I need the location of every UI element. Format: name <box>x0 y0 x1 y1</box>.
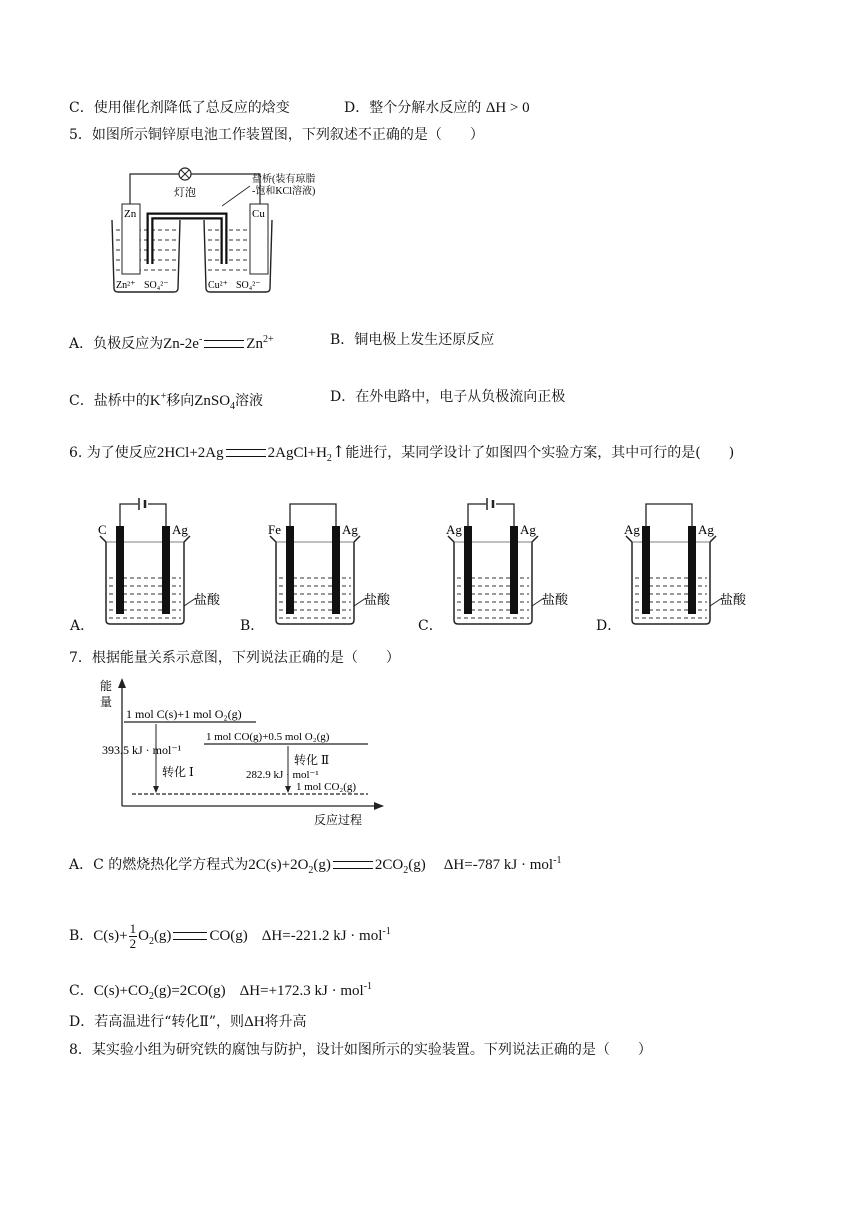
q7-option-c <box>69 977 372 1007</box>
q6-option-letter-1: B． <box>240 618 265 634</box>
bulb-label: 灯泡 <box>174 187 196 199</box>
q6-apparatus-0 <box>98 496 248 630</box>
left-electrode-label: Ag <box>624 522 640 537</box>
q5-c-mid: 移向 <box>166 393 195 409</box>
salt-bridge-label-2: -饱和KCl溶液) <box>252 186 316 197</box>
q7-b-lhs: C(s)+ <box>93 928 128 944</box>
q8-stem: 8．某实验小组为研究铁的腐蚀与防护，设计如图所示的实验装置。下列说法正确的是（ ） <box>69 1042 652 1058</box>
zn-electrode-label: Zn <box>124 208 137 220</box>
q6-option-letter-2: C． <box>418 618 443 634</box>
q5-c-ion: K+ <box>149 391 167 409</box>
equals-double-line <box>204 340 244 348</box>
q5-a-lhs: Zn-2e- <box>163 334 203 352</box>
right-electrode-label: Ag <box>698 522 714 537</box>
q7-a-rhs: $2CO_2(g)$ <box>374 857 426 876</box>
q4-option-d <box>344 98 530 118</box>
q5-c-text: C．盐桥中的 <box>69 393 150 409</box>
transform-1-label: 转化 Ⅰ <box>162 765 194 779</box>
ion-cu: Cu²⁺ <box>208 280 228 291</box>
q5-option-b: B．铜电极上发生还原反应 <box>330 332 495 348</box>
q7-c-letter: C． <box>69 983 94 999</box>
q5-stem: 5．如图所示铜锌原电池工作装置图，下列叙述不正确的是（ ） <box>69 127 484 143</box>
q6-lhs: 2HCl+2Ag <box>156 445 224 461</box>
q6-apparatus-2 <box>446 496 596 630</box>
left-electrode-label: Ag <box>446 522 462 537</box>
ion-so4-right: SO₄²⁻ <box>236 280 261 291</box>
ion-zn: Zn²⁺ <box>116 280 136 291</box>
q7-c-eq: $C(s)+CO_2(g)=2CO(g)$ <box>93 983 226 1002</box>
q6-rhs: $2AgCl+H_2$ <box>267 445 332 464</box>
acid-label: 盐酸 <box>364 592 391 607</box>
left-electrode-label: Fe <box>268 522 281 537</box>
equals-double-line <box>333 861 373 869</box>
q7-option-d <box>69 1012 307 1032</box>
q7-b-dh: ΔH=-221.2 kJ · mol$^{-1}$ <box>261 926 391 944</box>
x-axis-label: 反应过程 <box>314 813 363 827</box>
q6-option-letter-3: D． <box>596 618 622 634</box>
q7-d-text: D．若高温进行“转化Ⅱ”，则 <box>69 1014 245 1030</box>
level-1-label: 1 mol C(s)+1 mol O₂(g) <box>126 707 242 721</box>
q5-option-d: D．在外电路中，电子从负极流向正极 <box>330 389 566 405</box>
q7-option-a <box>69 851 561 881</box>
q6-apparatus-1 <box>268 496 418 630</box>
q5-c-suffix: 溶液 <box>235 393 264 409</box>
energy-1-label: 393.5 kJ · mol⁻¹ <box>102 743 182 757</box>
right-electrode-label: Ag <box>172 522 188 537</box>
y-axis-label-2: 量 <box>100 695 113 709</box>
q7-d-suffix: 将升高 <box>264 1014 307 1030</box>
q7-a-lhs: $2C(s)+2O_2(g)$ <box>248 857 331 876</box>
q4-option-d-text: D．整个分解水反应的 <box>344 100 482 116</box>
q6-option-letter-0: A． <box>70 618 95 634</box>
equals-double-line <box>173 932 207 940</box>
q7-b-o2: $O_2(g)$ <box>138 928 172 947</box>
y-axis-label-1: 能 <box>100 679 113 693</box>
q4-option-d-math: ΔH > 0 <box>485 100 530 116</box>
q5-option-c <box>69 387 263 417</box>
q5-a-rhs: $Zn^{2+}$ <box>246 334 274 352</box>
acid-label: 盐酸 <box>720 592 747 607</box>
q7-stem: 7．根据能量关系示意图，下列说法正确的是（ ） <box>69 650 400 666</box>
salt-bridge-label-1: 盐桥(装有琼脂 <box>252 174 316 185</box>
q7-c-dh: ΔH=+172.3 kJ · mol$^{-1}$ <box>239 981 373 999</box>
acid-label: 盐酸 <box>194 592 221 607</box>
acid-label: 盐酸 <box>542 592 569 607</box>
q6-stem <box>69 442 734 469</box>
q7-d-math: ΔH <box>244 1014 265 1030</box>
level-2-label: 1 mol CO(g)+0.5 mol O₂(g) <box>206 731 330 743</box>
right-electrode-label: Ag <box>520 522 536 537</box>
q6-stem-prefix: 6. 为了使反应 <box>69 445 157 461</box>
q5-option-a <box>69 330 274 354</box>
q5-a-text: A．负极反应为 <box>69 336 164 352</box>
q5-c-formula: ZnSO$_4$ <box>194 393 236 412</box>
q7-b-fraction: $\frac{1}{2}$ <box>129 920 137 951</box>
equals-double-line <box>226 449 266 457</box>
level-3-label: 1 mol CO₂(g) <box>296 781 357 793</box>
q7-b-rhs: CO(g) <box>209 928 248 944</box>
left-electrode-label: C <box>98 522 107 537</box>
q7-a-dh: ΔH=-787 kJ · mol$^{-1}$ <box>443 855 562 873</box>
q5-galvanic-cell-figure <box>104 160 368 298</box>
q6-apparatus-3 <box>624 496 774 630</box>
q4-option-c-row <box>69 98 290 118</box>
q7-energy-diagram <box>96 676 386 828</box>
ion-so4-left: SO₄²⁻ <box>144 280 169 291</box>
transform-2-label: 转化 Ⅱ <box>294 753 330 767</box>
cu-electrode-label: Cu <box>252 208 265 220</box>
right-electrode-label: Ag <box>342 522 358 537</box>
q6-stem-suffix: 能进行，某同学设计了如图四个实验方案，其中可行的是( ) <box>345 445 735 461</box>
gas-arrow-icon: ↑ <box>331 442 346 461</box>
q7-option-b <box>69 918 391 956</box>
q7-b-letter: B． <box>69 928 94 944</box>
energy-2-label: 282.9 kJ · mol⁻¹ <box>246 769 319 781</box>
q4-option-c: C．使用催化剂降低了总反应的焓变 <box>69 100 290 116</box>
q7-a-text: A．C 的燃烧热化学方程式为 <box>69 857 249 873</box>
